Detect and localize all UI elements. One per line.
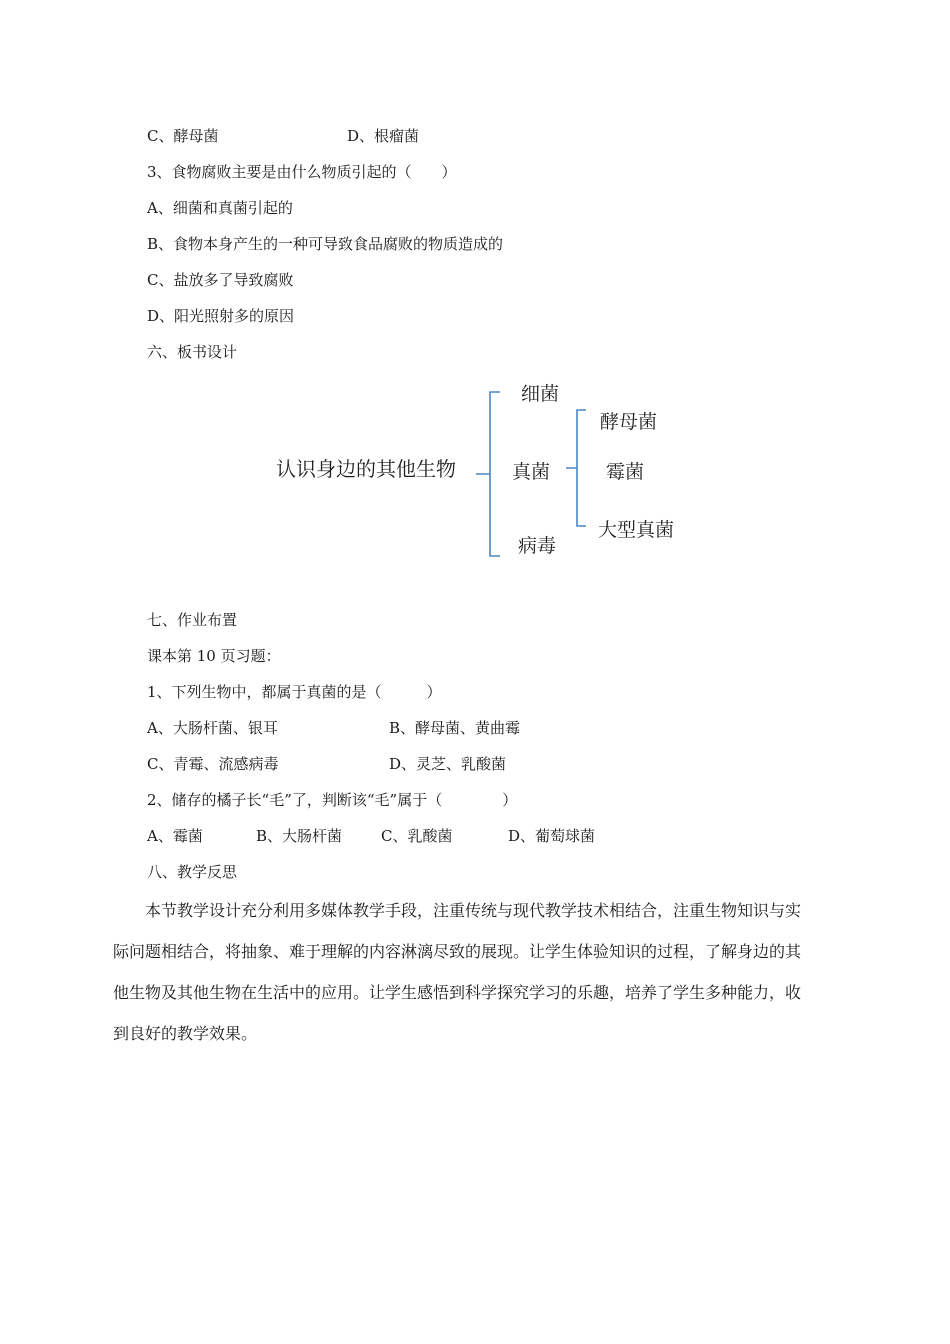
board-design-diagram (0, 370, 950, 580)
board-bacteria-label: 细菌 (521, 383, 560, 405)
hw2-option-c: C、乳酸菌 (381, 827, 453, 845)
hw2-stem: 2、储存的橘子长“毛”了，判断该“毛”属于（ ） (147, 791, 518, 809)
hw2-option-b: B、大肠杆菌 (256, 827, 343, 845)
board-yeast-label: 酵母菌 (600, 411, 658, 433)
fungi-bracket (566, 410, 586, 526)
reflection-line: 他生物及其他生物在生活中的应用。让学生感悟到科学探究学习的乐趣，培养了学生多种能力，收 (113, 983, 802, 1002)
hw2-option-a: A、霉菌 (147, 827, 203, 845)
homework-intro: 课本第 10 页习题： (147, 647, 281, 665)
reflection-paragraph (113, 890, 837, 1054)
option-d: D、根瘤菌 (347, 127, 420, 145)
q3-option-b: B、食物本身产生的一种可导致食品腐败的物质造成的 (147, 235, 504, 253)
hw1-option-c: C、青霉、流感病毒 (147, 755, 279, 773)
main-bracket (476, 392, 500, 556)
board-large-fungi-label: 大型真菌 (598, 519, 675, 541)
board-mold-label: 霉菌 (606, 461, 645, 483)
board-virus-label: 病毒 (518, 535, 557, 557)
option-c: C、酵母菌 (147, 127, 219, 145)
section-heading-reflection: 八、教学反思 (147, 863, 238, 881)
reflection-line: 到良好的教学效果。 (113, 1024, 258, 1043)
q3-stem: 3、食物腐败主要是由什么物质引起的（ ） (147, 163, 457, 181)
board-root-label: 认识身边的其他生物 (276, 457, 456, 481)
section-heading-board-design: 六、板书设计 (147, 343, 238, 361)
hw1-stem: 1、下列生物中，都属于真菌的是（ ） (147, 683, 442, 701)
section-heading-homework: 七、作业布置 (147, 611, 238, 629)
hw2-option-d: D、葡萄球菌 (508, 827, 596, 845)
q3-option-c: C、盐放多了导致腐败 (147, 271, 294, 289)
q3-option-a: A、细菌和真菌引起的 (147, 199, 293, 217)
hw1-option-a: A、大肠杆菌、银耳 (147, 719, 278, 737)
hw1-option-b: B、酵母菌、黄曲霉 (389, 719, 521, 737)
q3-option-d: D、阳光照射多的原因 (147, 307, 295, 325)
reflection-line: 本节教学设计充分利用多媒体教学手段，注重传统与现代教学技术相结合，注重生物知识与实 (113, 901, 802, 920)
board-fungi-label: 真菌 (512, 461, 551, 483)
reflection-line: 际问题相结合，将抽象、难于理解的内容淋漓尽致的展现。让学生体验知识的过程，了解身边的其 (113, 942, 802, 961)
hw1-option-d: D、灵芝、乳酸菌 (389, 755, 507, 773)
